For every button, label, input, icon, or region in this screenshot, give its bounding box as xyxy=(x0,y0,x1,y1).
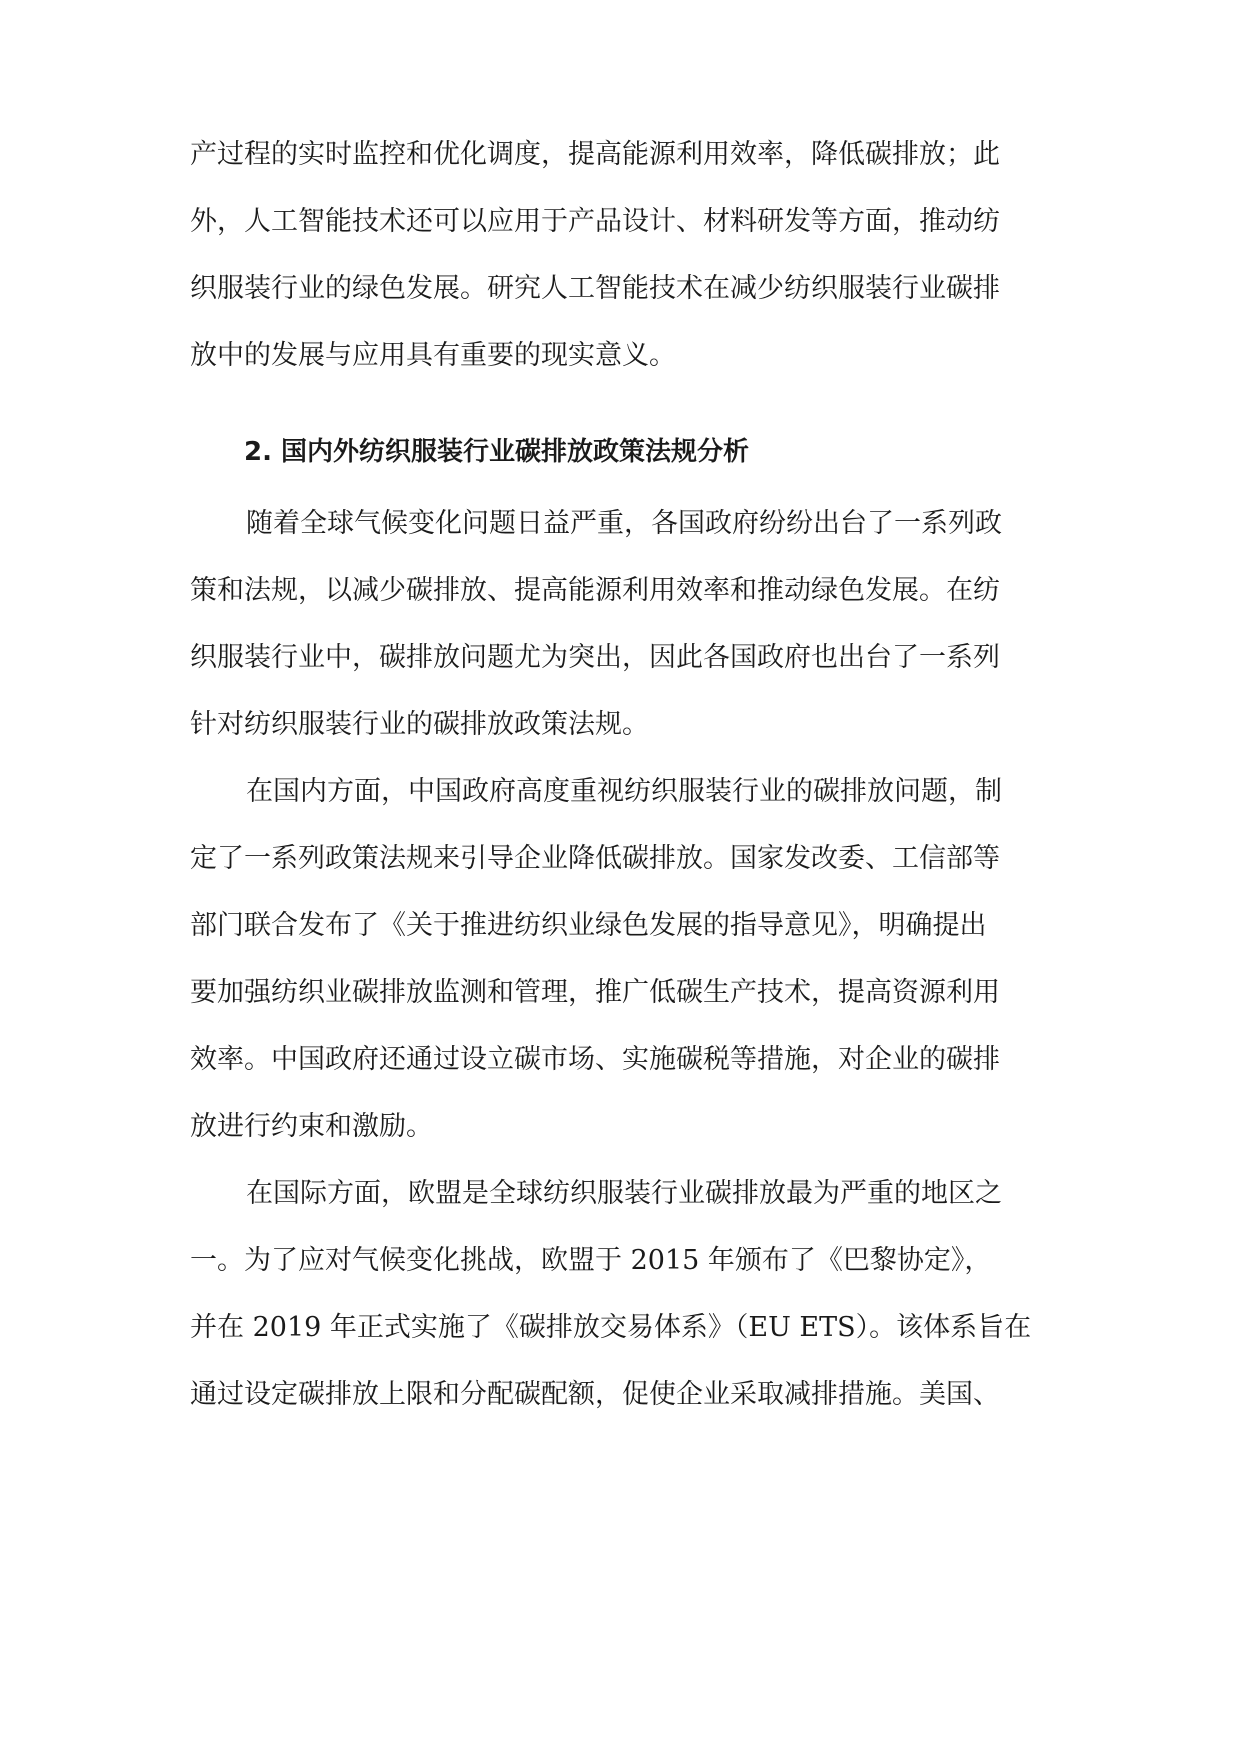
text-line: 织服装行业中，碳排放问题尤为突出，因此各国政府也出台了一系列 xyxy=(190,642,1000,673)
text-line: 部门联合发布了《关于推进纺织业绿色发展的指导意见》，明确提出 xyxy=(190,910,987,941)
text-line: 定了一系列政策法规来引导企业降低碳排放。国家发改委、工信部等 xyxy=(190,843,1000,874)
text-line: 要加强纺织业碳排放监测和管理，推广低碳生产技术，提高资源利用 xyxy=(190,977,1000,1008)
text-line: 在国内方面，中国政府高度重视纺织服装行业的碳排放问题，制 xyxy=(246,776,1002,807)
text-line: 随着全球气候变化问题日益严重，各国政府纷纷出台了一系列政 xyxy=(246,508,1002,539)
text-line: 在国际方面，欧盟是全球纺织服装行业碳排放最为严重的地区之 xyxy=(246,1178,1002,1209)
text-line: 产过程的实时监控和优化调度，提高能源利用效率，降低碳排放；此 xyxy=(190,139,1000,170)
text-line: 一。为了应对气候变化挑战，欧盟于 2015 年颁布了《巴黎协定》， xyxy=(190,1245,992,1276)
text-line: 通过设定碳排放上限和分配碳配额，促使企业采取减排措施。美国、 xyxy=(190,1379,1000,1410)
text-line: 放中的发展与应用具有重要的现实意义。 xyxy=(190,340,676,371)
text-line: 效率。中国政府还通过设立碳市场、实施碳税等措施，对企业的碳排 xyxy=(190,1044,1000,1075)
text-line: 织服装行业的绿色发展。研究人工智能技术在减少纺织服装行业碳排 xyxy=(190,273,1000,304)
text-line: 放进行约束和激励。 xyxy=(190,1111,433,1142)
text-line: 并在 2019 年正式实施了《碳排放交易体系》（EU ETS）。该体系旨在 xyxy=(190,1312,1032,1343)
text-line: 针对纺织服装行业的碳排放政策法规。 xyxy=(190,709,649,740)
section-heading: 2. 国内外纺织服装行业碳排放政策法规分析 xyxy=(244,437,750,467)
text-line: 策和法规，以减少碳排放、提高能源利用效率和推动绿色发展。在纺 xyxy=(190,575,1000,606)
text-line: 外，人工智能技术还可以应用于产品设计、材料研发等方面，推动纺 xyxy=(190,206,1000,237)
